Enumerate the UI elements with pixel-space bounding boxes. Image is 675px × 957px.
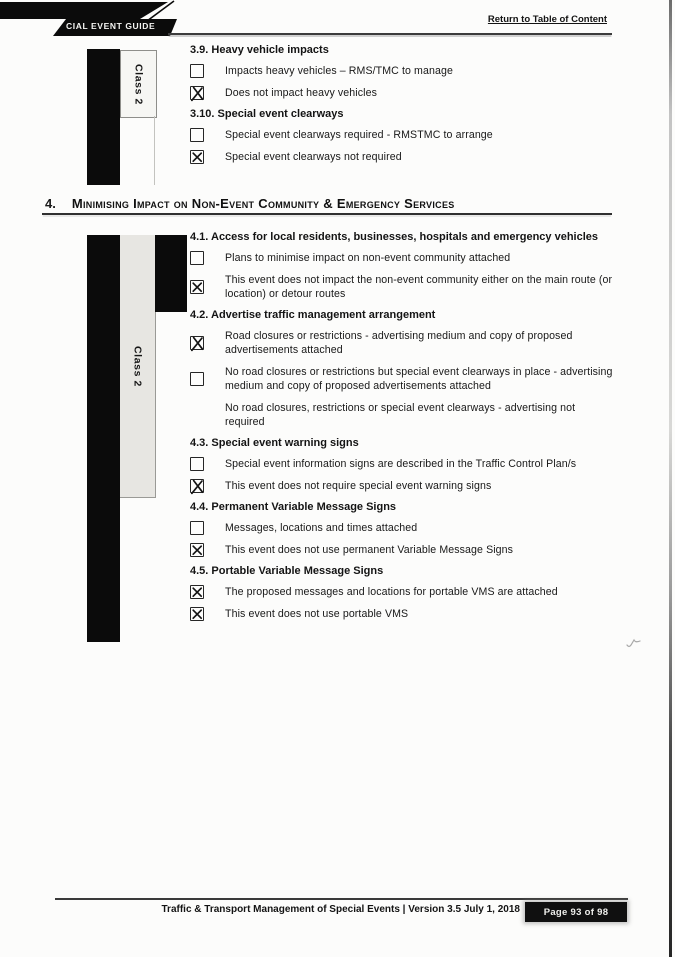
checkbox[interactable] [190,543,204,557]
return-to-toc-link[interactable]: Return to Table of Content [487,14,607,25]
sidebar-black-bar-top [87,49,120,185]
checklist-item [190,457,615,471]
checkbox[interactable] [190,607,204,621]
checklist-item [190,401,615,429]
handwritten-tick-mark [625,637,643,650]
checkbox[interactable] [190,86,204,100]
checkbox[interactable] [190,280,204,294]
checklist-subsection [190,309,615,429]
checkbox[interactable] [190,372,204,386]
checkbox[interactable] [190,251,204,265]
class2-label-top: Class 2 [132,63,145,105]
checkbox-label: The proposed messages and locations for portable VMS are attached [225,586,558,598]
checklist-subsection [190,565,615,621]
checklist-item [190,365,615,393]
checklist-section-4 [190,229,615,629]
checklist-subsection [190,437,615,493]
class2-cell-main [120,235,156,498]
header-rule [168,33,612,35]
class2-label-main: Class 2 [131,345,144,387]
checklist-item [190,521,615,535]
subsection-heading: 3.10. Special event clearways [190,108,344,120]
checkbox-label: This event does not use portable VMS [225,608,409,620]
subsection-heading: 4.4. Permanent Variable Message Signs [190,501,397,513]
subsection-heading: 4.1. Access for local residents, businesses, hospitals and emergency vehicles [190,231,598,243]
checkbox-label: No road closures, restrictions or special event clearways - advertising not required [225,402,576,428]
checkbox[interactable] [190,521,204,535]
subsection-heading: 4.3. Special event warning signs [190,437,359,449]
checklist-subsection [190,231,615,301]
scan-edge-artifact [669,0,672,957]
section-4-heading [45,195,615,213]
checkbox-label: Road closures or restrictions - advertising medium and copy of proposed advertisements attached [225,330,573,356]
section-4-number: 4. [45,196,56,211]
checkbox-label: Plans to minimise impact on non-event community attached [225,252,511,264]
checkbox[interactable] [190,585,204,599]
cell-border-line [154,116,155,185]
footer-document-title: Traffic & Transport Management of Special Events | Version 3.5 July 1, 2018 [161,904,520,915]
checkbox-label: Special event clearways required - RMSTMC to arrange [225,129,493,141]
checklist-item [190,64,615,78]
checkbox-label: Special event clearways not required [225,151,402,163]
checklist-item [190,479,615,493]
checklist-item [190,86,615,100]
checkbox-label: This event does not use permanent Variable Message Signs [225,544,514,556]
page-number-badge: Page 93 of 98 [525,902,627,922]
class2-cell-top [120,50,157,118]
checkbox-label: Messages, locations and times attached [225,522,418,534]
checklist-subsection [190,108,615,164]
checkbox[interactable] [190,64,204,78]
checkbox-label: Impacts heavy vehicles – RMS/TMC to manage [225,65,453,77]
checklist-subsection [190,44,615,100]
subsection-heading: 3.9. Heavy vehicle impacts [190,44,329,56]
subsection-heading: 4.5. Portable Variable Message Signs [190,565,384,577]
checklist-subsection [190,501,615,557]
footer-rule [55,898,628,900]
subsection-heading: 4.2. Advertise traffic management arrangement [190,309,436,321]
checkbox-label: This event does not impact the non-event community either on the main route (or location) or detour routes [225,274,613,300]
section-4-title: Minimising Impact on Non-Event Community & Emergency Services [71,196,455,211]
checkbox-label: Does not impact heavy vehicles [225,87,377,99]
checkbox[interactable] [190,150,204,164]
event-guide-banner-label: CIAL EVENT GUIDE [66,21,156,31]
section-4-underline [42,213,612,215]
sidebar-black-bar-left [87,235,120,642]
checklist-item [190,128,615,142]
checklist-item [190,273,615,301]
checklist-section-3 [190,42,615,172]
checklist-item [190,543,615,557]
checkbox[interactable] [190,457,204,471]
checkbox-label: Special event information signs are described in the Traffic Control Plan/s [225,458,577,470]
checklist-item [190,150,615,164]
checkbox[interactable] [190,479,204,493]
checkbox-label: This event does not require special event warning signs [225,480,492,492]
checklist-item [190,607,615,621]
checkbox[interactable] [190,336,204,350]
checklist-item [190,585,615,599]
checklist-item [190,251,615,265]
checkbox-label: No road closures or restrictions but special event clearways in place - advertising medium and copy of proposed advertisements attached [225,366,613,392]
checklist-item [190,329,615,357]
sidebar-black-bar-right [155,235,187,312]
checkbox[interactable] [190,128,204,142]
